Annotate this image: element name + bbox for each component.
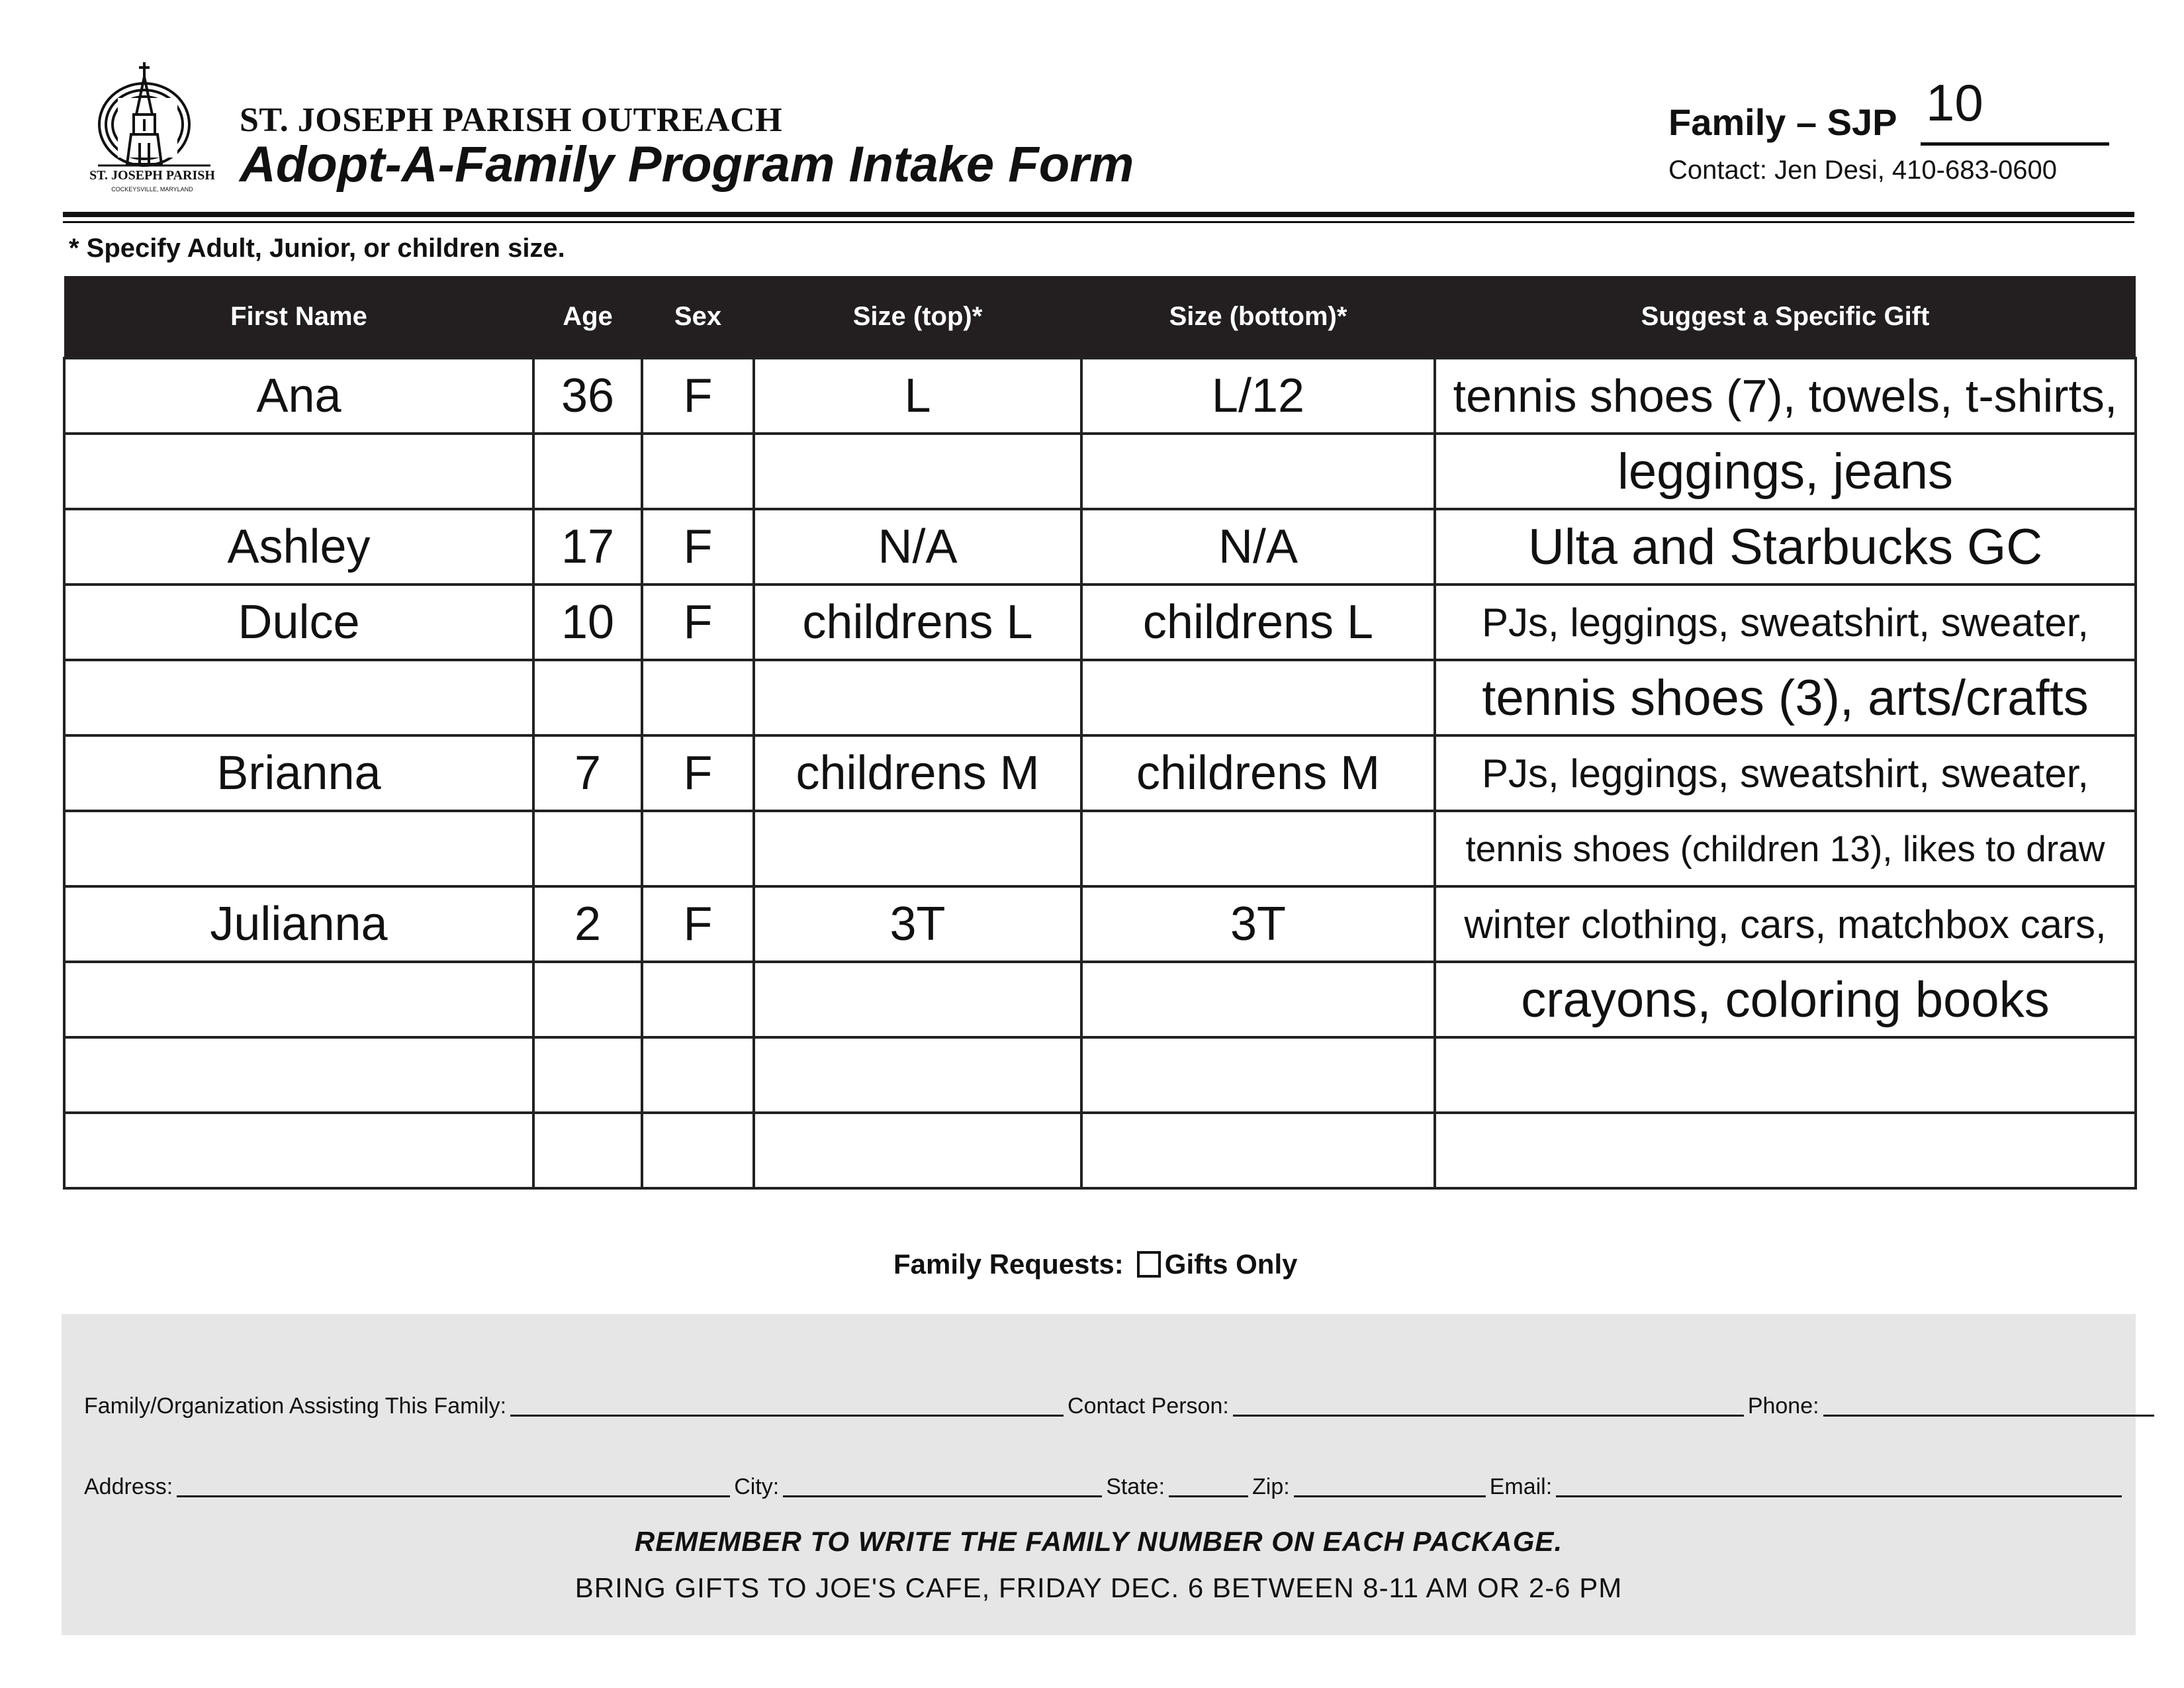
family-id-label: Family – SJP: [1668, 101, 1897, 143]
table-row: [64, 886, 2136, 962]
gift-cell[interactable]: PJs, leggings, sweatshirt, sweater,: [1435, 585, 2136, 660]
table-row: [64, 962, 2136, 1037]
assisting-row-2: [84, 1473, 2126, 1500]
table-row: [64, 1037, 2136, 1113]
email-field[interactable]: [1556, 1473, 2122, 1497]
gift-cell[interactable]: [1435, 1113, 2136, 1188]
gift-cell[interactable]: crayons, coloring books: [1435, 962, 2136, 1037]
sex-cell[interactable]: [642, 962, 754, 1037]
table-row: [64, 509, 2136, 585]
gift-cell[interactable]: tennis shoes (children 13), likes to draw: [1435, 811, 2136, 886]
age-cell[interactable]: 10: [533, 585, 642, 660]
size-bottom-cell[interactable]: L/12: [1081, 358, 1435, 434]
first-name-cell[interactable]: [64, 811, 533, 886]
size-bottom-cell[interactable]: 3T: [1081, 886, 1435, 962]
size-top-cell[interactable]: childrens L: [754, 585, 1081, 660]
size-bottom-cell[interactable]: N/A: [1081, 509, 1435, 585]
contact-person-field[interactable]: [1233, 1392, 1744, 1417]
header-divider-thick: [63, 212, 2134, 217]
age-cell[interactable]: [533, 811, 642, 886]
city-field[interactable]: [783, 1473, 1102, 1497]
page-title: Adopt-A-Family Program Intake Form: [240, 136, 1134, 193]
age-cell[interactable]: [533, 1113, 642, 1188]
first-name-cell[interactable]: [64, 1113, 533, 1188]
size-top-cell[interactable]: 3T: [754, 886, 1081, 962]
size-bottom-cell[interactable]: childrens L: [1081, 585, 1435, 660]
address-field[interactable]: [177, 1473, 730, 1497]
first-name-cell[interactable]: [64, 962, 533, 1037]
table-row: [64, 1113, 2136, 1188]
org-field[interactable]: [510, 1392, 1064, 1417]
size-top-cell[interactable]: [754, 962, 1081, 1037]
sex-cell[interactable]: F: [642, 358, 754, 434]
size-bottom-cell[interactable]: [1081, 962, 1435, 1037]
table-row: [64, 434, 2136, 509]
first-name-cell[interactable]: Ashley: [64, 509, 533, 585]
size-bottom-cell[interactable]: childrens M: [1081, 735, 1435, 811]
size-bottom-cell[interactable]: [1081, 1113, 1435, 1188]
family-number-line: [1921, 142, 2109, 146]
logo-text: ST. JOSEPH PARISH: [89, 168, 215, 183]
age-cell[interactable]: 36: [533, 358, 642, 434]
table-row: [64, 358, 2136, 434]
size-top-cell[interactable]: [754, 434, 1081, 509]
phone-field[interactable]: [1823, 1392, 2154, 1417]
table-header-row: [64, 276, 2136, 358]
sex-cell[interactable]: F: [642, 886, 754, 962]
assisting-family-panel: [62, 1314, 2136, 1635]
first-name-cell[interactable]: Ana: [64, 358, 533, 434]
size-top-cell[interactable]: childrens M: [754, 735, 1081, 811]
sex-cell[interactable]: F: [642, 735, 754, 811]
family-requests: [893, 1248, 1297, 1280]
parish-logo: [78, 58, 227, 201]
first-name-cell[interactable]: Brianna: [64, 735, 533, 811]
column-header-age: Age: [533, 276, 642, 358]
first-name-cell[interactable]: Dulce: [64, 585, 533, 660]
column-header-sex: Sex: [642, 276, 754, 358]
column-header-gift: Suggest a Specific Gift: [1435, 276, 2136, 358]
table-row: [64, 811, 2136, 886]
sex-cell[interactable]: F: [642, 585, 754, 660]
age-cell[interactable]: 17: [533, 509, 642, 585]
first-name-cell[interactable]: [64, 1037, 533, 1113]
sex-cell[interactable]: [642, 660, 754, 735]
size-bottom-cell[interactable]: [1081, 1037, 1435, 1113]
column-header-first-name: First Name: [64, 276, 533, 358]
family-number-reminder: REMEMBER TO WRITE THE FAMILY NUMBER ON EACH PACKAGE.: [634, 1526, 1563, 1557]
size-top-cell[interactable]: N/A: [754, 509, 1081, 585]
gifts-only-checkbox[interactable]: [1137, 1251, 1161, 1278]
age-cell[interactable]: [533, 1037, 642, 1113]
contact-person-label: Contact Person:: [1068, 1393, 1229, 1419]
age-cell[interactable]: [533, 434, 642, 509]
age-cell[interactable]: 7: [533, 735, 642, 811]
column-header-size-top: Size (top)*: [754, 276, 1081, 358]
size-top-cell[interactable]: [754, 811, 1081, 886]
contact-info: Contact: Jen Desi, 410-683-0600: [1668, 156, 2058, 185]
size-top-cell[interactable]: [754, 1113, 1081, 1188]
table-row: [64, 660, 2136, 735]
sex-cell[interactable]: [642, 1037, 754, 1113]
table-row: [64, 585, 2136, 660]
gift-cell[interactable]: tennis shoes (7), towels, t-shirts,: [1435, 358, 2136, 434]
gift-cell[interactable]: tennis shoes (3), arts/crafts: [1435, 660, 2136, 735]
table-row: [64, 735, 2136, 811]
sex-cell[interactable]: F: [642, 509, 754, 585]
family-number-field[interactable]: 10: [1926, 73, 1983, 132]
size-bottom-cell[interactable]: [1081, 660, 1435, 735]
city-label: City:: [734, 1474, 780, 1499]
sex-cell[interactable]: [642, 434, 754, 509]
gift-cell[interactable]: leggings, jeans: [1435, 434, 2136, 509]
size-top-cell[interactable]: [754, 1037, 1081, 1113]
sex-cell[interactable]: [642, 1113, 754, 1188]
first-name-cell[interactable]: Julianna: [64, 886, 533, 962]
email-label: Email:: [1489, 1474, 1553, 1499]
family-requests-label: Family Requests:: [893, 1248, 1124, 1280]
size-top-cell[interactable]: [754, 660, 1081, 735]
gift-cell[interactable]: PJs, leggings, sweatshirt, sweater,: [1435, 735, 2136, 811]
gift-cell[interactable]: winter clothing, cars, matchbox cars,: [1435, 886, 2136, 962]
organization-name: ST. JOSEPH PARISH OUTREACH: [240, 101, 783, 139]
assisting-row-1: [84, 1392, 2158, 1419]
first-name-cell[interactable]: [64, 434, 533, 509]
size-note: * Specify Adult, Junior, or children size.: [69, 234, 565, 263]
size-bottom-cell[interactable]: [1081, 434, 1435, 509]
age-cell[interactable]: [533, 962, 642, 1037]
phone-label: Phone:: [1747, 1393, 1819, 1419]
intake-table: [63, 276, 2137, 1190]
state-field[interactable]: [1169, 1473, 1248, 1497]
state-label: State:: [1106, 1474, 1165, 1499]
age-cell[interactable]: 2: [533, 886, 642, 962]
address-label: Address:: [84, 1474, 173, 1499]
gift-cell[interactable]: Ulta and Starbucks GC: [1435, 509, 2136, 585]
sex-cell[interactable]: [642, 811, 754, 886]
zip-field[interactable]: [1294, 1473, 1486, 1497]
first-name-cell[interactable]: [64, 660, 533, 735]
column-header-size-bottom: Size (bottom)*: [1081, 276, 1435, 358]
drop-off-instructions: BRING GIFTS TO JOE'S CAFE, FRIDAY DEC. 6 BETWEEN 8-11 AM OR 2-6 PM: [574, 1572, 1623, 1603]
gifts-only-label: Gifts Only: [1164, 1248, 1298, 1280]
gifts-only-option[interactable]: [1137, 1248, 1298, 1280]
logo-subtext: COCKEYSVILLE, MARYLAND: [111, 186, 193, 193]
gift-cell[interactable]: [1435, 1037, 2136, 1113]
age-cell[interactable]: [533, 660, 642, 735]
zip-label: Zip:: [1252, 1474, 1290, 1499]
size-top-cell[interactable]: L: [754, 358, 1081, 434]
org-label: Family/Organization Assisting This Family:: [84, 1393, 507, 1419]
size-bottom-cell[interactable]: [1081, 811, 1435, 886]
header-divider-thin: [63, 221, 2134, 223]
